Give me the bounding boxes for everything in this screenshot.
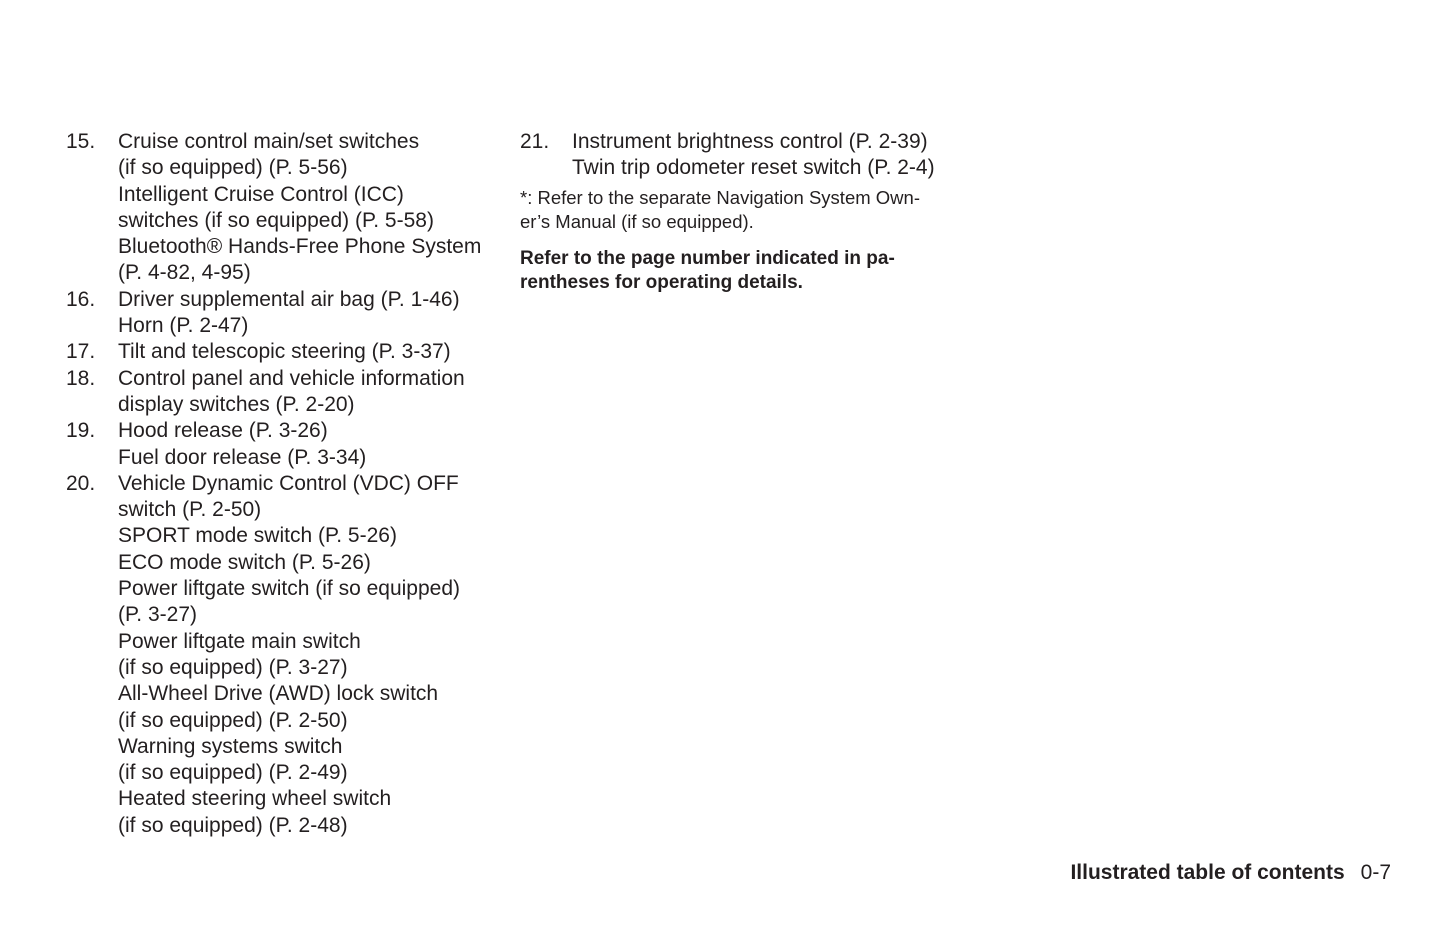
list-item-15: [66, 129, 496, 287]
item-line: switches (if so equipped) (P. 5-58): [118, 208, 434, 232]
item-line: (if so equipped) (P. 2-48): [118, 813, 348, 837]
list-item-16: [66, 287, 496, 340]
item-line: (P. 4-82, 4-95): [118, 261, 251, 285]
item-line: Power liftgate main switch: [118, 629, 361, 653]
navigation-footnote: [520, 186, 945, 235]
item-number: 20.: [66, 471, 96, 495]
item-number: 18.: [66, 366, 96, 390]
item-line: Heated steering wheel switch: [118, 787, 392, 811]
item-line: Hood release (P. 3-26): [118, 419, 328, 443]
item-line: Bluetooth® Hands-Free Phone System: [118, 235, 482, 259]
item-line: display switches (P. 2-20): [118, 392, 355, 416]
item-number: 17.: [66, 340, 96, 364]
page-footer: [1070, 861, 1391, 885]
item-number: 21.: [520, 130, 550, 153]
right-column: [520, 129, 945, 296]
item-line: switch (P. 2-50): [118, 498, 262, 522]
list-item-20: [66, 471, 496, 839]
item-line: (if so equipped) (P. 2-49): [118, 761, 348, 785]
item-line: SPORT mode switch (P. 5-26): [118, 524, 397, 548]
item-line: (if so equipped) (P. 2-50): [118, 708, 348, 732]
item-number: 15.: [66, 130, 96, 153]
note-line: *: Refer to the separate Navigation System Own-: [520, 186, 920, 208]
item-line: Instrument brightness control (P. 2-39): [572, 130, 928, 153]
page-reference-note: [520, 247, 945, 296]
list-item-19: [66, 418, 496, 471]
item-number: 16.: [66, 287, 96, 311]
note-line: er’s Manual (if so equipped).: [520, 211, 754, 233]
item-line: Warning systems switch: [118, 734, 343, 758]
page-number: 0-7: [1360, 861, 1391, 884]
item-line: (if so equipped) (P. 5-56): [118, 156, 348, 180]
section-title: Illustrated table of contents: [1070, 861, 1345, 884]
item-line: Intelligent Cruise Control (ICC): [118, 182, 404, 206]
item-line: Twin trip odometer reset switch (P. 2-4): [572, 156, 935, 180]
list-item-17: [66, 339, 496, 365]
item-line: Fuel door release (P. 3-34): [118, 445, 367, 469]
item-line: Control panel and vehicle information: [118, 366, 465, 390]
item-line: Cruise control main/set switches: [118, 130, 420, 153]
item-line: All-Wheel Drive (AWD) lock switch: [118, 682, 439, 706]
item-line: (P. 3-27): [118, 603, 197, 627]
item-line: Horn (P. 2-47): [118, 314, 249, 338]
left-column: [66, 129, 496, 839]
list-item-18: [66, 366, 496, 419]
item-line: ECO mode switch (P. 5-26): [118, 550, 371, 574]
note-line: rentheses for operating details.: [520, 272, 803, 294]
item-number: 19.: [66, 419, 96, 443]
item-line: (if so equipped) (P. 3-27): [118, 655, 348, 679]
item-line: Tilt and telescopic steering (P. 3-37): [118, 340, 451, 364]
list-item-21: [520, 129, 945, 182]
note-line: Refer to the page number indicated in pa-: [520, 247, 895, 269]
item-line: Power liftgate switch (if so equipped): [118, 577, 460, 601]
item-line: Driver supplemental air bag (P. 1-46): [118, 287, 460, 311]
item-line: Vehicle Dynamic Control (VDC) OFF: [118, 471, 459, 495]
